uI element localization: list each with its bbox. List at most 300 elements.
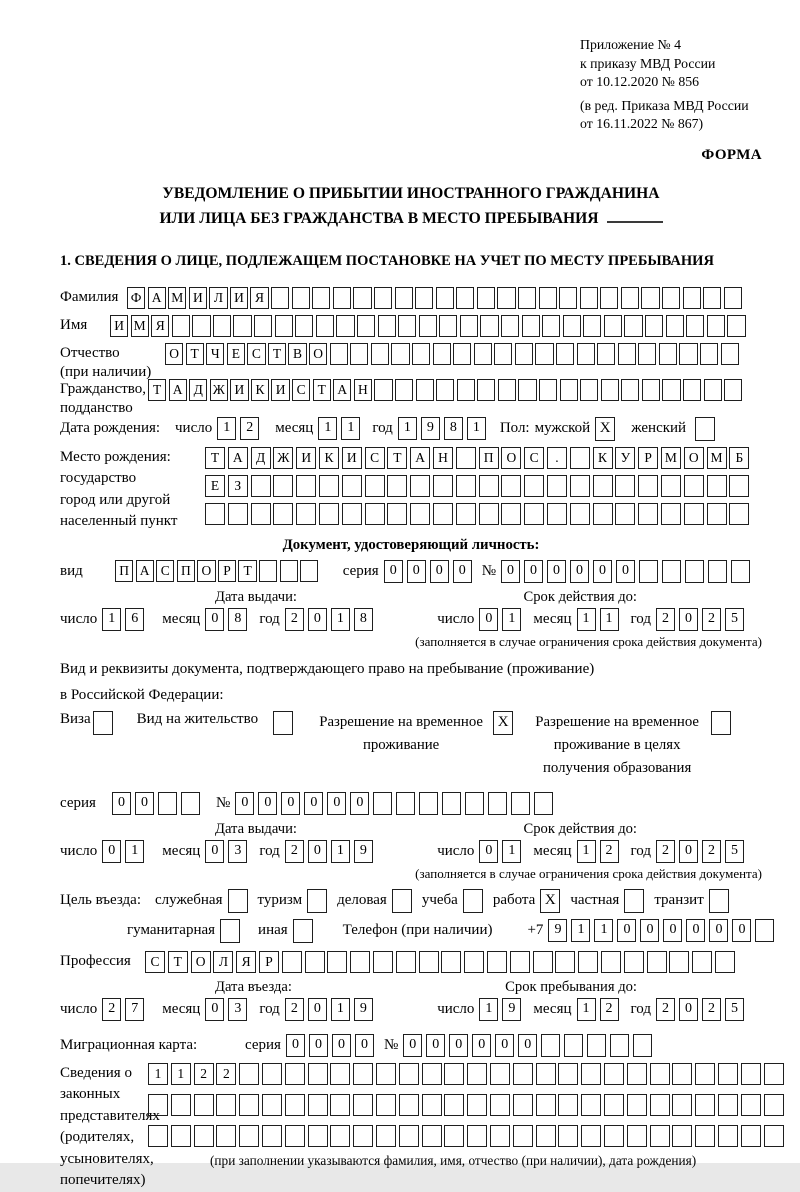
- char-cell: [216, 1125, 236, 1147]
- char-cell: 0: [593, 560, 612, 583]
- char-cell: 1: [171, 1063, 191, 1085]
- char-cell: И: [230, 379, 248, 401]
- char-cell: [610, 1034, 629, 1057]
- stay-until-group: [437, 998, 748, 1021]
- expiry-day-boxes: [479, 608, 525, 631]
- char-cell: 0: [332, 1034, 351, 1057]
- char-cell: [685, 560, 704, 583]
- char-cell: [581, 1063, 601, 1085]
- char-cell: [259, 560, 277, 582]
- char-cell: [570, 503, 590, 525]
- char-cell: [171, 1125, 191, 1147]
- char-cell: И: [271, 379, 289, 401]
- char-cell: [555, 951, 575, 973]
- representatives-boxes-2: [148, 1094, 786, 1116]
- char-cell: Р: [638, 447, 658, 469]
- char-cell: Т: [313, 379, 331, 401]
- char-cell: [350, 951, 370, 973]
- char-cell: 0: [205, 840, 224, 863]
- char-cell: 1: [341, 417, 360, 440]
- char-cell: [373, 792, 392, 815]
- purpose-option-label: туризм: [257, 892, 303, 908]
- citizenship-row: [60, 379, 762, 416]
- header-note: [580, 36, 775, 134]
- purpose-row2-phone-row: [60, 919, 762, 943]
- char-cell: 0: [679, 998, 698, 1021]
- patronymic-sublabel: (при наличии): [60, 363, 152, 380]
- stay-expiry-note: (заполняется в случае ограничения срока действия документа): [415, 865, 762, 881]
- year-label: год: [259, 1000, 280, 1017]
- char-cell: Т: [205, 447, 225, 469]
- char-cell: [707, 475, 727, 497]
- char-cell: [498, 379, 516, 401]
- char-cell: [474, 343, 492, 365]
- char-cell: 0: [426, 1034, 445, 1057]
- char-cell: [239, 1094, 259, 1116]
- char-cell: [410, 475, 430, 497]
- char-cell: [490, 1094, 510, 1116]
- char-cell: [661, 503, 681, 525]
- doc-series-label: серия: [342, 562, 379, 579]
- char-cell: 1: [467, 417, 486, 440]
- stay-doc-options-row: [60, 711, 762, 780]
- char-cell: [703, 287, 721, 309]
- char-cell: [650, 1125, 670, 1147]
- stay-issue-heading: Дата выдачи:: [215, 820, 297, 837]
- birthplace-row2: [205, 475, 752, 497]
- char-cell: [718, 1063, 738, 1085]
- char-cell: 1: [502, 608, 521, 631]
- char-cell: [412, 343, 430, 365]
- char-cell: [662, 560, 681, 583]
- stay-expiry-heading: Срок действия до:: [523, 820, 637, 837]
- migration-number-label: №: [383, 1036, 399, 1053]
- char-cell: 0: [355, 1034, 374, 1057]
- char-cell: О: [197, 560, 215, 582]
- identity-doc-date-headings: [60, 589, 762, 606]
- char-cell: [581, 1125, 601, 1147]
- char-cell: [273, 503, 293, 525]
- phone-prefix: +7: [527, 922, 544, 938]
- char-cell: Ж: [210, 379, 228, 401]
- purpose-study-checkbox: [463, 889, 483, 913]
- char-cell: 0: [350, 792, 369, 815]
- char-cell: [396, 792, 415, 815]
- char-cell: [433, 343, 451, 365]
- char-cell: [456, 447, 476, 469]
- char-cell: 0: [732, 919, 751, 942]
- char-cell: [695, 1125, 715, 1147]
- char-cell: 0: [663, 919, 682, 942]
- doc-kind-label: вид: [60, 562, 83, 579]
- char-cell: [707, 503, 727, 525]
- purpose-option-label: работа: [492, 892, 536, 908]
- purpose-tourism-checkbox: [307, 889, 327, 913]
- migration-card-label: Миграционная карта:: [60, 1036, 198, 1053]
- stay-issue-group: [60, 840, 377, 863]
- char-cell: [666, 315, 684, 337]
- char-cell: Н: [354, 379, 372, 401]
- char-cell: [419, 315, 437, 337]
- purpose-option-label: служебная: [155, 892, 223, 908]
- char-cell: М: [168, 287, 186, 309]
- char-cell: Р: [259, 951, 279, 973]
- char-cell: 2: [600, 840, 619, 863]
- migration-series-boxes: [286, 1034, 378, 1057]
- char-cell: [205, 503, 225, 525]
- char-cell: [639, 560, 658, 583]
- migration-card-row: [60, 1034, 762, 1057]
- char-cell: [171, 1094, 191, 1116]
- char-cell: [365, 503, 385, 525]
- char-cell: [650, 1063, 670, 1085]
- char-cell: [615, 503, 635, 525]
- char-cell: [564, 1034, 583, 1057]
- char-cell: В: [288, 343, 306, 365]
- char-cell: [172, 315, 190, 337]
- char-cell: [536, 1125, 556, 1147]
- char-cell: [513, 1125, 533, 1147]
- char-cell: [501, 503, 521, 525]
- profession-row: [60, 951, 762, 973]
- char-cell: [228, 503, 248, 525]
- char-cell: [319, 503, 339, 525]
- char-cell: .: [547, 447, 567, 469]
- char-cell: [650, 1094, 670, 1116]
- char-cell: [233, 315, 251, 337]
- char-cell: 0: [524, 560, 543, 583]
- char-cell: Н: [433, 447, 453, 469]
- char-cell: [522, 315, 540, 337]
- char-cell: [374, 379, 392, 401]
- char-cell: [708, 560, 727, 583]
- entry-date-headings: [60, 979, 762, 996]
- entry-day-boxes: [102, 998, 148, 1021]
- char-cell: 1: [577, 840, 596, 863]
- char-cell: 0: [479, 840, 498, 863]
- char-cell: [578, 951, 598, 973]
- char-cell: [534, 792, 553, 815]
- char-cell: [638, 503, 658, 525]
- char-cell: [727, 315, 745, 337]
- char-cell: [416, 379, 434, 401]
- char-cell: 1: [318, 417, 337, 440]
- char-cell: [398, 315, 416, 337]
- char-cell: С: [156, 560, 174, 582]
- char-cell: [273, 475, 293, 497]
- char-cell: [559, 287, 577, 309]
- char-cell: [327, 951, 347, 973]
- temp-residence-edu-checkbox: [711, 711, 731, 735]
- representatives-block: [60, 1063, 762, 1192]
- char-cell: [296, 475, 316, 497]
- char-cell: 0: [479, 608, 498, 631]
- phone-boxes: [548, 919, 778, 942]
- birthplace-row1: [205, 447, 752, 469]
- char-cell: [391, 343, 409, 365]
- char-cell: [672, 1063, 692, 1085]
- char-cell: [604, 1094, 624, 1116]
- char-cell: 0: [570, 560, 589, 583]
- day-label: число: [437, 842, 475, 859]
- representatives-row1: [148, 1063, 786, 1085]
- char-cell: [436, 379, 454, 401]
- char-cell: [285, 1063, 305, 1085]
- stay-series-boxes: [112, 792, 204, 815]
- char-cell: Л: [213, 951, 233, 973]
- purpose-private-checkbox: [624, 889, 644, 913]
- char-cell: [570, 475, 590, 497]
- char-cell: [641, 287, 659, 309]
- purpose-option-label: учеба: [421, 892, 458, 908]
- char-cell: Ж: [273, 447, 293, 469]
- char-cell: 0: [407, 560, 426, 583]
- char-cell: [353, 1063, 373, 1085]
- char-cell: [422, 1125, 442, 1147]
- char-cell: [330, 1125, 350, 1147]
- surname-row: [60, 287, 762, 309]
- char-cell: [308, 1125, 328, 1147]
- char-cell: [541, 1034, 560, 1057]
- char-cell: 0: [258, 792, 277, 815]
- char-cell: 6: [125, 608, 144, 631]
- char-cell: [692, 951, 712, 973]
- char-cell: [539, 379, 557, 401]
- visa-checkbox: [93, 711, 113, 735]
- char-cell: 0: [102, 840, 121, 863]
- char-cell: [479, 475, 499, 497]
- char-cell: [387, 503, 407, 525]
- char-cell: П: [115, 560, 133, 582]
- phone-label: Телефон (при наличии): [342, 922, 493, 938]
- char-cell: [672, 1125, 692, 1147]
- year-label: год: [259, 610, 280, 627]
- char-cell: [422, 1094, 442, 1116]
- char-cell: 8: [444, 417, 463, 440]
- stay-issue-month-boxes: [205, 840, 251, 863]
- char-cell: 2: [656, 840, 675, 863]
- char-cell: [148, 1094, 168, 1116]
- char-cell: [724, 287, 742, 309]
- until-year-boxes: [656, 998, 748, 1021]
- char-cell: [254, 315, 272, 337]
- purpose-label: Цель въезда:: [60, 892, 141, 908]
- char-cell: О: [191, 951, 211, 973]
- header-line: от 10.12.2020 № 856: [580, 74, 700, 89]
- sex-female-label: женский: [631, 420, 687, 436]
- char-cell: Е: [227, 343, 245, 365]
- char-cell: [453, 343, 471, 365]
- char-cell: [194, 1125, 214, 1147]
- char-cell: [312, 287, 330, 309]
- day-label: число: [60, 610, 98, 627]
- char-cell: Ч: [206, 343, 224, 365]
- char-cell: [374, 287, 392, 309]
- representatives-boxes-1: [148, 1063, 786, 1085]
- char-cell: [593, 475, 613, 497]
- patronymic-label: Отчество (при наличии): [60, 345, 152, 380]
- char-cell: [764, 1094, 784, 1116]
- stay-doc-intro2: в Российской Федерации:: [60, 686, 224, 703]
- char-cell: 2: [285, 840, 304, 863]
- temp-residence-checkbox: X: [493, 711, 513, 735]
- birthdate-label: Дата рождения:: [60, 420, 161, 436]
- char-cell: 0: [472, 1034, 491, 1057]
- char-cell: З: [228, 475, 248, 497]
- char-cell: [296, 503, 316, 525]
- stay-until-heading: Срок пребывания до:: [505, 978, 637, 995]
- char-cell: Д: [251, 447, 271, 469]
- purpose-transit-checkbox: [709, 889, 729, 913]
- birthplace-boxes-1: [205, 447, 752, 469]
- header-line: Приложение № 4: [580, 37, 682, 52]
- char-cell: [436, 287, 454, 309]
- representatives-box-rows: [148, 1063, 786, 1192]
- char-cell: [497, 287, 515, 309]
- char-cell: [618, 343, 636, 365]
- char-cell: [547, 503, 567, 525]
- stay-series-label: серия: [60, 794, 96, 811]
- char-cell: [724, 379, 742, 401]
- char-cell: [624, 315, 642, 337]
- char-cell: [695, 1094, 715, 1116]
- stay-expiry-group: [437, 840, 748, 863]
- char-cell: [642, 379, 660, 401]
- char-cell: 2: [102, 998, 121, 1021]
- char-cell: 5: [725, 840, 744, 863]
- char-cell: [729, 503, 749, 525]
- stay-doc-intro1: Вид и реквизиты документа, подтверждающего право на пребывание (проживание): [60, 660, 595, 677]
- char-cell: 0: [430, 560, 449, 583]
- char-cell: [683, 287, 701, 309]
- char-cell: [583, 315, 601, 337]
- char-cell: Б: [729, 447, 749, 469]
- char-cell: [433, 475, 453, 497]
- stay-doc-dates-row: [60, 840, 762, 863]
- char-cell: [399, 1094, 419, 1116]
- forma-label: ФОРМА: [701, 146, 762, 163]
- char-cell: [213, 315, 231, 337]
- char-cell: [604, 1125, 624, 1147]
- expiry-date-heading: Срок действия до:: [523, 588, 637, 605]
- entry-month-boxes: [205, 998, 251, 1021]
- birthplace-box-rows: [205, 447, 752, 533]
- char-cell: [513, 1094, 533, 1116]
- char-cell: [524, 475, 544, 497]
- birthdate-row: [60, 417, 762, 441]
- char-cell: О: [165, 343, 183, 365]
- surname-boxes: [127, 287, 744, 309]
- char-cell: 8: [354, 608, 373, 631]
- char-cell: К: [319, 447, 339, 469]
- char-cell: С: [247, 343, 265, 365]
- char-cell: 0: [205, 998, 224, 1021]
- day-label: число: [175, 420, 213, 436]
- char-cell: [570, 447, 590, 469]
- purpose-commercial-checkbox: [392, 889, 412, 913]
- char-cell: [444, 1125, 464, 1147]
- char-cell: [672, 1094, 692, 1116]
- char-cell: 0: [281, 792, 300, 815]
- char-cell: [577, 343, 595, 365]
- char-cell: 2: [702, 840, 721, 863]
- char-cell: 1: [571, 919, 590, 942]
- char-cell: [371, 343, 389, 365]
- char-cell: 2: [216, 1063, 236, 1085]
- stay-expiry-month-boxes: [577, 840, 623, 863]
- char-cell: [547, 475, 567, 497]
- char-cell: [395, 287, 413, 309]
- char-cell: [216, 1094, 236, 1116]
- char-cell: Д: [189, 379, 207, 401]
- temp-residence-edu-label: Разрешение на временное проживание в целях получения образования: [535, 713, 699, 776]
- name-label: Имя: [60, 317, 88, 333]
- char-cell: 0: [403, 1034, 422, 1057]
- char-cell: 3: [228, 998, 247, 1021]
- char-cell: [621, 379, 639, 401]
- char-cell: И: [342, 447, 362, 469]
- char-cell: [563, 315, 581, 337]
- char-cell: 0: [308, 608, 327, 631]
- char-cell: [333, 287, 351, 309]
- char-cell: [480, 315, 498, 337]
- char-cell: [662, 287, 680, 309]
- char-cell: Т: [238, 560, 256, 582]
- stay-issue-year-boxes: [285, 840, 377, 863]
- char-cell: [501, 315, 519, 337]
- citizenship-boxes: [148, 379, 745, 401]
- char-cell: К: [251, 379, 269, 401]
- purpose-business-checkbox: [228, 889, 248, 913]
- stay-number-boxes: [235, 792, 557, 815]
- char-cell: [262, 1125, 282, 1147]
- doc-number-label: №: [481, 562, 497, 579]
- char-cell: [741, 1094, 761, 1116]
- purpose-row: [60, 889, 762, 913]
- char-cell: Т: [186, 343, 204, 365]
- birthplace-labels: Место рождения: государство город или другой населенный пункт: [60, 448, 178, 529]
- char-cell: [376, 1063, 396, 1085]
- until-day-boxes: [479, 998, 525, 1021]
- char-cell: С: [145, 951, 165, 973]
- issue-year-boxes: [285, 608, 377, 631]
- char-cell: [627, 1094, 647, 1116]
- char-cell: [764, 1125, 784, 1147]
- char-cell: [305, 951, 325, 973]
- char-cell: 2: [656, 608, 675, 631]
- char-cell: [275, 315, 293, 337]
- char-cell: И: [189, 287, 207, 309]
- sex-label: Пол:: [499, 420, 530, 436]
- char-cell: [684, 475, 704, 497]
- char-cell: [467, 1125, 487, 1147]
- char-cell: [192, 315, 210, 337]
- char-cell: И: [296, 447, 316, 469]
- char-cell: [308, 1063, 328, 1085]
- char-cell: 0: [135, 792, 154, 815]
- month-label: месяц: [162, 610, 201, 627]
- char-cell: [467, 1063, 487, 1085]
- section1-heading: 1. СВЕДЕНИЯ О ЛИЦЕ, ПОДЛЕЖАЩЕМ ПОСТАНОВКЕ НА УЧЕТ ПО МЕСТУ ПРЕБЫВАНИЯ: [60, 252, 714, 269]
- char-cell: 5: [725, 608, 744, 631]
- purpose-option-label: частная: [570, 892, 620, 908]
- char-cell: 1: [594, 919, 613, 942]
- char-cell: [638, 475, 658, 497]
- char-cell: [353, 1094, 373, 1116]
- char-cell: [410, 503, 430, 525]
- char-cell: [558, 1125, 578, 1147]
- char-cell: [718, 1094, 738, 1116]
